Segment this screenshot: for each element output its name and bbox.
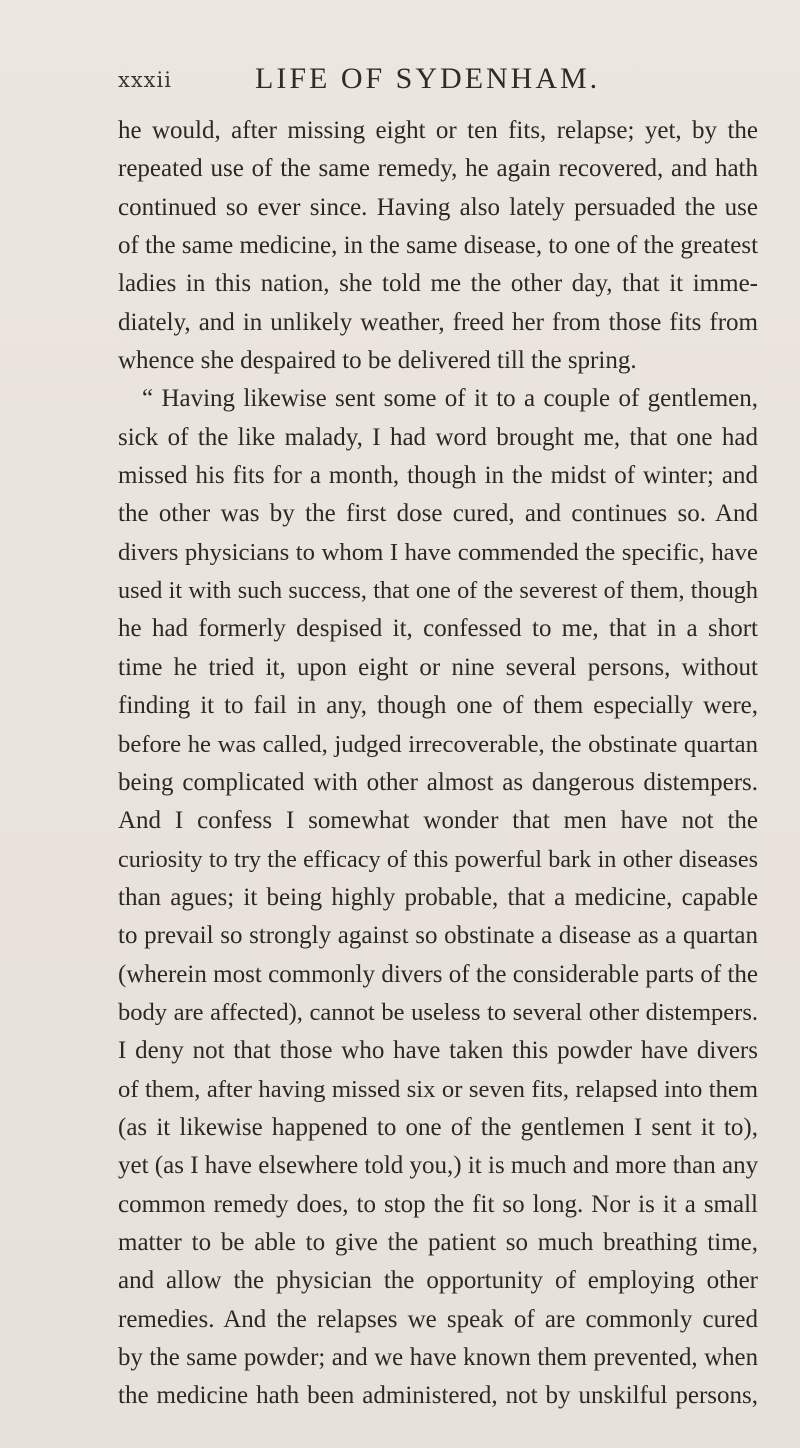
text-line: the medicine hath been administered, not by unskilful persons, [118, 1382, 758, 1410]
text-line: used it with such success, that one of the severest of them, though [118, 577, 758, 605]
text-line: yet (as I have elsewhere told you,) it is much and more than any [118, 1152, 759, 1180]
text-line: of them, after having missed six or seven fits, relapsed into them [118, 1075, 758, 1103]
text-line: continued so ever since. Having also lately persuaded the use [118, 193, 758, 221]
text-line: And I confess I somewhat wonder that men have not the [118, 807, 758, 835]
text-line: the other was by the first dose cured, and continues so. And [118, 500, 758, 528]
text-line: of the same medicine, in the same disease, to one of the greatest [118, 232, 759, 260]
text-line: repeated use of the same remedy, he again recovered, and hath [118, 155, 758, 183]
text-line: remedies. And the relapses we speak of are commonly cured [118, 1305, 758, 1333]
page-number: xxxii [118, 68, 172, 92]
text-line: diately, and in unlikely weather, freed her from those fits from [118, 308, 758, 336]
text-line: divers physicians to whom I have commended the specific, have [118, 538, 758, 566]
text-line: missed his fits for a month, though in the midst of winter; and [118, 462, 758, 490]
text-line: to prevail so strongly against so obstinate a disease as a quartan [118, 922, 758, 950]
text-line: he had formerly despised it, confessed to me, that in a short [118, 615, 758, 643]
text-line: than agues; it being highly probable, that a medicine, capable [118, 883, 758, 911]
text-line: sick of the like malady, I had word brought me, that one had [118, 423, 758, 451]
text-line: body are affected), cannot be useless to several other distempers. [118, 998, 758, 1026]
running-head [118, 62, 758, 102]
running-title: LIFE OF SYDENHAM. [255, 62, 601, 95]
text-line: (as it likewise happened to one of the gentlemen I sent it to), [118, 1113, 758, 1141]
text-line: and allow the physician the opportunity of employing other [118, 1267, 758, 1295]
text-line: before he was called, judged irrecoverable, the obstinate quartan [118, 730, 758, 758]
text-line: I deny not that those who have taken this powder have divers [118, 1037, 758, 1065]
text-line: by the same powder; and we have known them prevented, when [118, 1344, 758, 1371]
text-line: he would, after missing eight or ten fits, relapse; yet, by the [118, 117, 758, 144]
text-line: whence she despaired to be delivered till the spring. [118, 347, 637, 375]
text-line: time he tried it, upon eight or nine several persons, without [118, 653, 758, 681]
text-line: finding it to fail in any, though one of them especially were, [118, 692, 758, 720]
text-line: curiosity to try the efficacy of this powerful bark in other diseases [118, 845, 758, 873]
text-line: matter to be able to give the patient so much breathing time, [118, 1228, 758, 1256]
text-line: being complicated with other almost as dangerous distempers. [118, 768, 758, 796]
body-text [118, 112, 758, 1416]
text-line: ladies in this nation, she told me the other day, that it imme- [118, 270, 758, 298]
text-line: common remedy does, to stop the fit so long. Nor is it a small [118, 1190, 758, 1218]
text-line: (wherein most commonly divers of the considerable parts of the [118, 960, 758, 988]
text-line: “ Having likewise sent some of it to a couple of gentlemen, [142, 385, 758, 413]
